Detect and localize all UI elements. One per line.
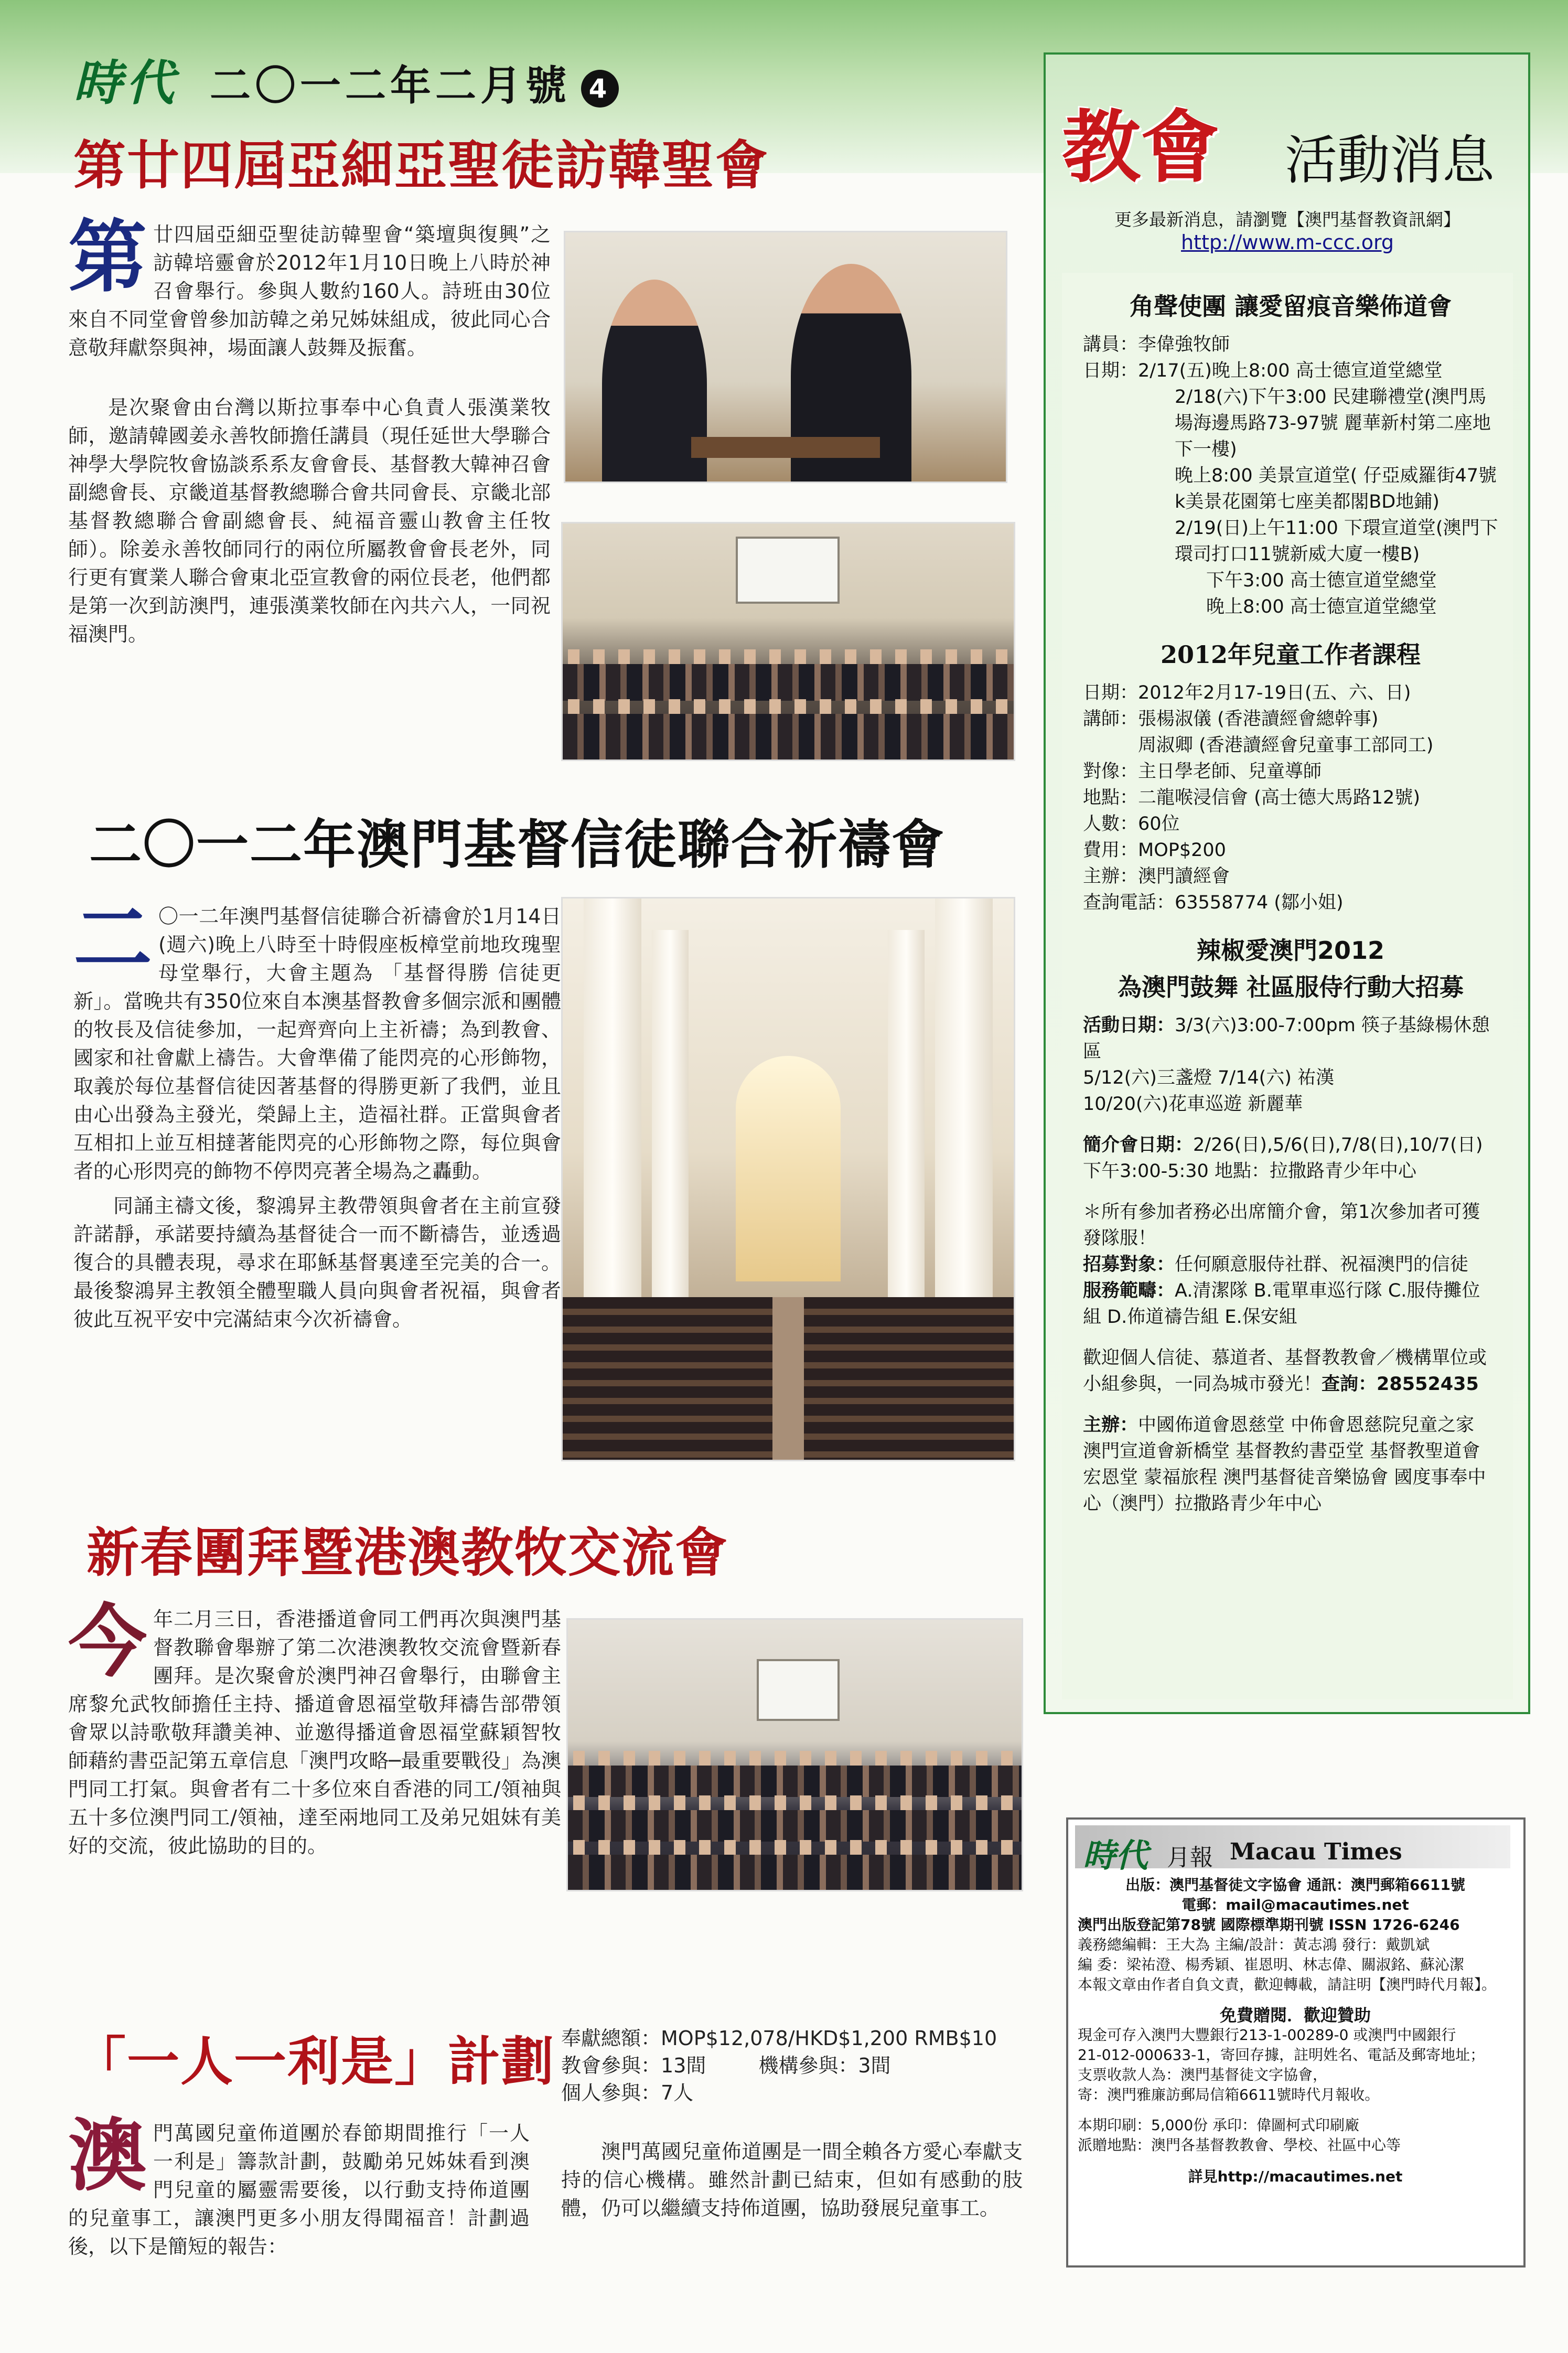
masthead-english: Macau Times [1230, 1838, 1402, 1865]
event3-inquiry-label: 查詢： [1322, 1374, 1377, 1395]
event2-line7: 費用：MOP$200 [1083, 840, 1226, 861]
event3-scope: A.清潔隊 B.電單車巡行隊 C.服侍攤位組 D.佈道禱告組 E.保安組 [1083, 1280, 1480, 1328]
page-number: 4 [581, 70, 619, 108]
article1-title: 第廿四屆亞細亞聖徒訪韓聖會 [73, 134, 769, 196]
article4-p2-box [561, 2137, 1023, 2229]
masthead-bank2: 21-012-000633-1，寄回存據，註明姓名、電話及郵寄地址； [1078, 2046, 1485, 2063]
event1-date6: 晚上8:00 高士德宣道堂總堂 [1206, 596, 1437, 617]
article1-body [68, 211, 551, 655]
event3-act1: 3/3(六)3:00-7:00pm 筷子基綠楊休憩區 [1083, 1015, 1490, 1062]
article2-title: 二〇一二年澳門基督信徒聯合祈禱會 [89, 814, 945, 875]
event1-speaker: 講員：李偉強牧師 [1083, 334, 1230, 355]
event2-line1: 日期：2012年2月17-19日(五、六、日) [1083, 682, 1411, 703]
event2-line4: 對像：主日學老師、兒童導師 [1083, 761, 1322, 782]
article2-p1: 〇一二年澳門基督信徒聯合祈禱會於1月14日(週六)晚上八時至十時假座板樟堂前地玫瑰聖母堂舉行，大會主題為 「基督得勝 信徒更新」。當晚共有350位來自本澳基督教會多個宗派和團體的牧長及信徒參加，一起齊齊向上主祈禱；為到教會、國家和社會獻上禱告。大會準備了能閃亮的心形飾物，取義於每位基督信徒因著基督的得勝更新了我們，並且由心出發為主發光，榮歸上主，造福社群。正當與會者互相扣上並互相撻著能閃亮的心形飾物之際，每位與會者的心形閃亮的飾物不停閃亮著全場為之轟動。 [73, 905, 561, 1183]
article4-p1: 門萬國兒童佈道團於春節期間推行「一人一利是」籌款計劃，鼓勵弟兄姊妹看到澳門兒童的屬靈需要後，以行動支持佈道團的兒童事工，讓澳門更多小朋友得聞福音！計劃過後，以下是簡短的報告： [68, 2122, 530, 2258]
event1-date4: 2/19(日)上午11:00 下環宣道堂(澳門下環司打口11號新威大廈一樓B) [1175, 518, 1498, 565]
masthead-cheque1: 支票收款人為：澳門基督徒文字協會， [1078, 2066, 1328, 2083]
event1-date1: 日期：2/17(五)晚上8:00 高士德宣道堂總堂 [1083, 360, 1443, 381]
masthead-bank1: 現金可存入澳門大豐銀行213-1-00289-0 或澳門中國銀行 [1078, 2026, 1456, 2044]
masthead-label: 月報 [1167, 1844, 1213, 1871]
masthead-donate-title: 免費贈閱．歡迎贊助 [1219, 2005, 1371, 2025]
event1-date5: 下午3:00 高士德宣道堂總堂 [1206, 570, 1437, 591]
article4-p2: 澳門萬國兒童佈道團是一間全賴各方愛心奉獻支持的信心機構。雖然計劃已結束，但如有感動的肢體，仍可以繼續支持佈道團，協助發展兒童事工。 [561, 2140, 1023, 2220]
stat-churches: 教會參與：13間 [561, 2054, 706, 2077]
masthead-body [1078, 1875, 1513, 2187]
event3-brief2: 下午3:00-5:30 地點：拉撒路青少年中心 [1083, 1161, 1416, 1182]
event1-date2: 2/18(六)下午3:00 民建聯禮堂(澳門馬場海邊馬路73-97號 麗華新村第二座地下一樓) [1175, 387, 1491, 460]
masthead-editors: 義務總編輯：王大為 主編/設計：黃志鴻 發行：戴凱斌 [1078, 1936, 1430, 1953]
event3-note: ＊所有參加者務必出席簡介會，第1次參加者可獲發隊服！ [1083, 1202, 1480, 1249]
event3-host-label: 主辦： [1083, 1415, 1139, 1436]
event3-act2: 5/12(六)三盞燈 7/14(六) 祐漢 [1083, 1067, 1335, 1088]
event3-brief-label: 簡介會日期： [1083, 1135, 1194, 1156]
masthead-publisher: 出版：澳門基督徒文字協會 通訊：澳門郵箱6611號 [1125, 1876, 1465, 1894]
event3-welcome: 歡迎個人信徒、慕道者、基督教教會／機構單位或小組參與，一同為城市發光！ [1083, 1347, 1487, 1395]
event1-date3: 晚上8:00 美景宣道堂( 仔亞威羅街47號k美景花園第七座美都閣BD地鋪) [1175, 465, 1497, 512]
article4-dropcap: 澳 [68, 2110, 147, 2202]
sidebar-url-link[interactable]: http://www.m-ccc.org [1180, 231, 1394, 254]
event2-title: 2012年兒童工作者課程 [1160, 640, 1421, 669]
brand-logo: 時代 [73, 55, 179, 111]
event2-line9: 查詢電話：63558774 (鄒小姐) [1083, 892, 1344, 913]
event3-title1: 辣椒愛澳門2012 [1196, 936, 1385, 965]
event3-recruit-label: 招募對象： [1083, 1254, 1175, 1275]
event2-line3: 周淑卿 (香港讀經會兒童事工部同工) [1138, 735, 1434, 756]
article3-title: 新春團拜暨港澳教牧交流會 [87, 1522, 728, 1584]
photo-cathedral [561, 897, 1015, 1461]
article3-body [68, 1596, 561, 1866]
stat-total: 奉獻總額：MOP$12,078/HKD$1,200 RMB$10 [561, 2027, 997, 2050]
event3-recruit: 任何願意服侍社群、祝福澳門的信徒 [1175, 1254, 1469, 1275]
masthead-print: 本期印刷：5,000份 承印：偉圖柯式印刷廠 [1078, 2116, 1360, 2134]
article2-dropcap: 二 [73, 893, 153, 985]
sidebar-title-big: 教會 [1062, 101, 1220, 194]
article1-p1: 廿四屆亞細亞聖徒訪韓聖會“築壇與復興”之訪韓培靈會於2012年1月10日晚上八時於神召會舉行。參與人數約160人。詩班由30位來自不同堂會曾參加訪韓之弟兄姊妹組成，彼此同心合意敬拜獻祭與神，場面讓人鼓舞及振奮。 [68, 223, 551, 359]
event3-scope-label: 服務範疇： [1083, 1280, 1175, 1301]
sidebar-title-small: 活動消息 [1285, 130, 1495, 191]
event1-title: 角聲使團 讓愛留痕音樂佈道會 [1129, 292, 1452, 320]
event3-act-label: 活動日期： [1083, 1015, 1175, 1036]
event2-line8: 主辦：澳門讀經會 [1083, 866, 1230, 887]
article4-stats [561, 2025, 1023, 2106]
event2-line2: 講師：張楊淑儀 (香港讀經會總幹事) [1083, 709, 1379, 730]
sidebar-note: 更多最新消息，請瀏覽【澳門基督教資訊網】 [1114, 209, 1460, 230]
stat-individuals: 個人參與：7人 [561, 2081, 694, 2104]
masthead-board: 編 委：梁祐澄、楊秀穎、崔恩明、林志偉、關淑銘、蘇沁潔 [1078, 1956, 1464, 1973]
event3-title2: 為澳門鼓舞 社區服侍行動大招募 [1117, 973, 1464, 1001]
event2-line6: 人數：60位 [1083, 814, 1180, 835]
sidebar-content [1062, 273, 1513, 1699]
issue-date: 二〇一二年二月號 [210, 62, 571, 110]
article2-p2: 同誦主禱文後，黎鴻昇主教帶領與會者在主前宣發許諾靜，承諾要持續為基督徒合一而不斷禱告，並透過復合的具體表現，尋求在耶穌基督裏達至完美的合一。最後黎鴻昇主教領全體聖職人員向與會者祝福，與會者彼此互祝平安中完滿結束今次祈禱會。 [73, 1194, 561, 1331]
event2-line5: 地點：二龍喉浸信會 (高士德大馬路12號) [1083, 787, 1420, 808]
photo-group-2 [566, 1618, 1023, 1891]
masthead-brand: 時代 [1083, 1836, 1148, 1875]
stat-orgs: 機構參與：3間 [758, 2054, 891, 2077]
article1-dropcap: 第 [68, 211, 147, 303]
photo-group-1 [561, 522, 1015, 761]
article3-dropcap: 今 [68, 1596, 147, 1688]
masthead-reg: 澳門出版登記第78號 國際標準期刊號 ISSN 1726-6246 [1078, 1916, 1460, 1933]
masthead-disclaimer: 本報文章由作者自負文責，歡迎轉載，請註明【澳門時代月報】。 [1078, 1976, 1497, 1993]
masthead-more[interactable]: 詳見http://macautimes.net [1188, 2168, 1403, 2185]
article3-p1: 年二月三日，香港播道會同工們再次與澳門基督教聯會舉辦了第二次港澳教牧交流會暨新春團拜。是次聚會於澳門神召會舉行，由聯會主席黎允武牧師擔任主持、播道會恩福堂敬拜禱告部帶領會眾以詩歌敬拜讚美神、並邀得播道會恩福堂蘇穎智牧師藉約書亞記第五章信息「澳門攻略─最重要戰役」為澳門同工打氣。與會者有二十多位來自香港的同工/領袖與五十多位澳門同工/領袖，達至兩地同工及弟兄姐妹有美好的交流，彼此協助的目的。 [68, 1608, 561, 1857]
article2-body [73, 893, 561, 1340]
event3-brief1: 2/26(日),5/6(日),7/8(日),10/7(日) [1193, 1135, 1483, 1156]
photo-speakers [564, 231, 1007, 483]
masthead-dist: 派贈地點：澳門各基督教教會、學校、社區中心等 [1078, 2136, 1401, 2154]
event3-host: 中國佈道會恩慈堂 中佈會恩慈院兒童之家 澳門宣道會新橋堂 基督教約書亞堂 基督教聖道會宏恩堂 蒙福旅程 澳門基督徒音樂協會 國度事奉中心（澳門）拉撒路青少年中心 [1083, 1415, 1486, 1514]
article4-body [68, 2110, 530, 2267]
event3-inquiry: 28552435 [1377, 1374, 1479, 1395]
issue-header [73, 45, 619, 114]
masthead-cheque2: 寄：澳門雅廉訪郵局信箱6611號時代月報收。 [1078, 2086, 1380, 2103]
masthead-email: 電郵：mail@macautimes.net [1182, 1896, 1409, 1913]
article4-title: 「一人一利是」計劃 [73, 2030, 555, 2092]
event3-act3: 10/20(六)花車巡遊 新麗華 [1083, 1094, 1303, 1115]
article1-p2: 是次聚會由台灣以斯拉事奉中心負責人張漢業牧師，邀請韓國姜永善牧師擔任講員（現任延世大學聯合神學大學院牧會協談系系友會會長、基督教大韓神召會副總會長、京畿道基督教總聯合會共同會長、京畿北部基督教總聯合會副總會長、純福音靈山教會主任牧師）。除姜永善牧師同行的兩位所屬教會會長老外，同行更有實業人聯合會東北亞宣教會的兩位長老，他們都是第一次到訪澳門，連張漢業牧師在內共六人，一同祝福澳門。 [68, 396, 551, 646]
